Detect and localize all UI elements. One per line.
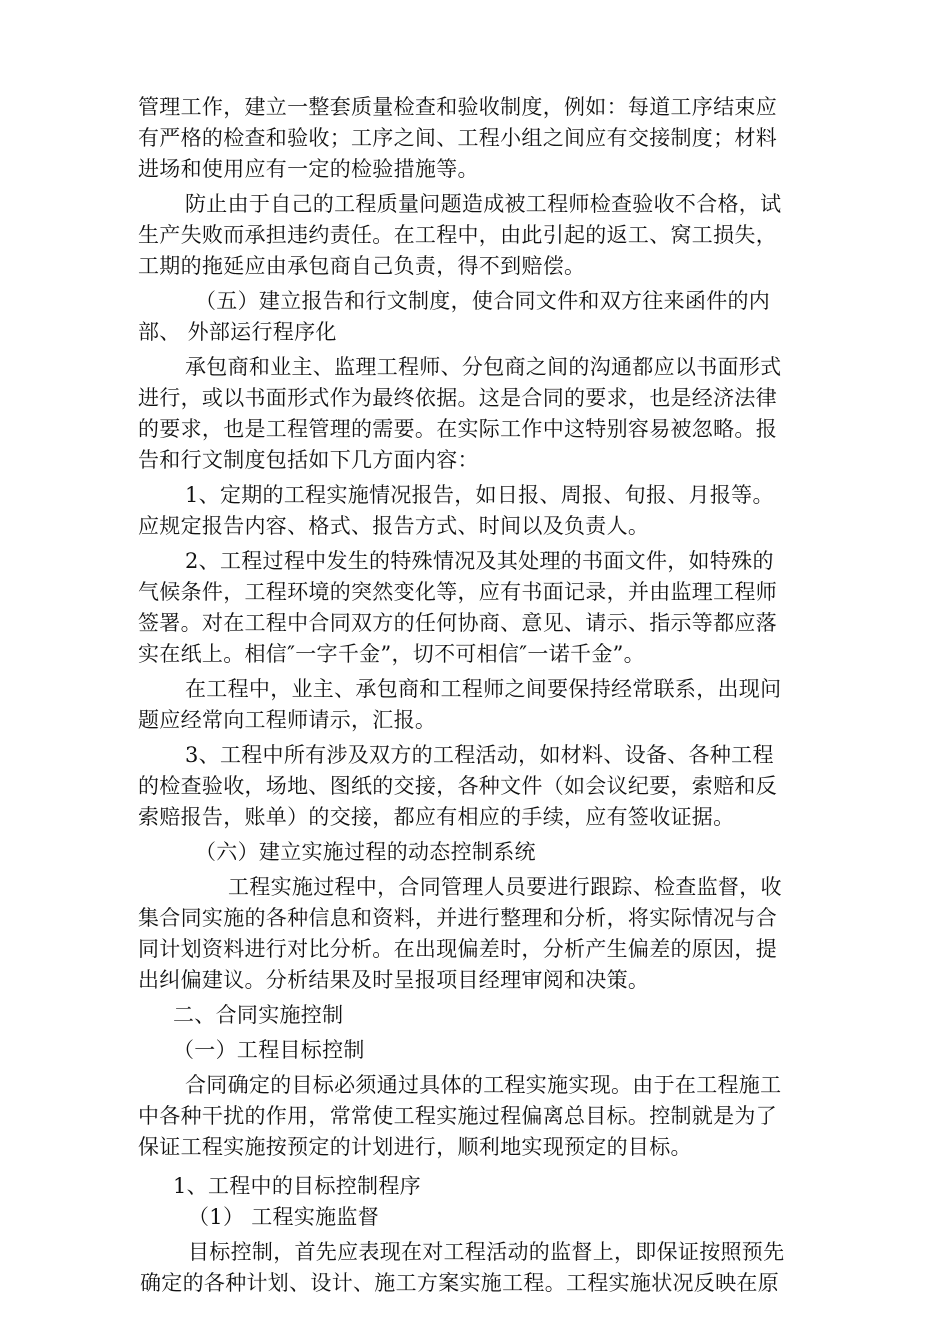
text-line: 二、合同实施控制 xyxy=(173,1003,344,1027)
text-line: 索赔报告，账单）的交接，都应有相应的手续，应有签收证据。 xyxy=(138,805,735,829)
text-line: （五）建立报告和行文制度，使合同文件和双方往来函件的内 xyxy=(195,289,771,313)
text-line: 合同确定的目标必须通过具体的工程实施实现。由于在工程施工 xyxy=(185,1073,782,1097)
text-line: 进行，或以书面形式作为最终依据。这是合同的要求，也是经济法律 xyxy=(138,386,777,410)
text-line: 工程实施过程中，合同管理人员要进行跟踪、检查监督，收 xyxy=(228,875,782,899)
text-line: 同计划资料进行对比分析。在出现偏差时，分析产生偏差的原因，提 xyxy=(138,937,777,961)
text-line: 保证工程实施按预定的计划进行，顺利地实现预定的目标。 xyxy=(138,1135,692,1159)
text-line: 进场和使用应有一定的检验措施等。 xyxy=(138,157,479,181)
text-line: 应规定报告内容、格式、报告方式、时间以及负责人。 xyxy=(138,514,650,538)
text-line: 有严格的检查和验收；工序之间、工程小组之间应有交接制度；材料 xyxy=(138,126,777,150)
text-line: 生产失败而承担违约责任。在工程中，由此引起的返工、窝工损失， xyxy=(138,223,777,247)
text-line: 的检查验收，场地、图纸的交接，各种文件（如会议纪要，索赔和反 xyxy=(138,774,777,798)
text-line: 管理工作，建立一整套质量检查和验收制度，例如：每道工序结束应 xyxy=(138,95,777,119)
text-line: 出纠偏建议。分析结果及时呈报项目经理审阅和决策。 xyxy=(138,968,650,992)
text-line: 实在纸上。相信″一字千金”，切不可相信″一诺千金”。 xyxy=(138,642,645,666)
text-line: 中各种干扰的作用，常常使工程实施过程偏离总目标。控制就是为了 xyxy=(138,1104,777,1128)
text-line: 工期的拖延应由承包商自己负责，得不到赔偿。 xyxy=(138,254,586,278)
text-line: （六）建立实施过程的动态控制系统 xyxy=(195,840,536,864)
text-line: 的要求，也是工程管理的需要。在实际工作中这特别容易被忽略。报 xyxy=(138,417,777,441)
text-line: 承包商和业主、监理工程师、分包商之间的沟通都应以书面形式 xyxy=(185,355,782,379)
text-line: 目标控制，首先应表现在对工程活动的监督上，即保证按照预先 xyxy=(188,1240,785,1264)
text-line: 签署。对在工程中合同双方的任何协商、意见、请示、指示等都应落 xyxy=(138,611,777,635)
text-line: 1、定期的工程实施情况报告，如日报、周报、旬报、月报等。 xyxy=(185,483,774,507)
text-line: 确定的各种计划、设计、施工方案实施工程。工程实施状况反映在原 xyxy=(140,1271,779,1295)
text-line: 部、 外部运行程序化 xyxy=(138,320,337,344)
text-line: 3、工程中所有涉及双方的工程活动，如材料、设备、各种工程 xyxy=(185,743,774,767)
text-line: 题应经常向工程师请示，汇报。 xyxy=(138,708,437,732)
document-body xyxy=(138,92,828,1299)
text-line: 1、工程中的目标控制程序 xyxy=(173,1174,421,1198)
text-line: （1） 工程实施监督 xyxy=(188,1205,380,1229)
text-line: 集合同实施的各种信息和资料，并进行整理和分析，将实际情况与合 xyxy=(138,906,777,930)
text-line: 告和行文制度包括如下几方面内容： xyxy=(138,448,479,472)
text-line: （一）工程目标控制 xyxy=(173,1038,365,1062)
text-line: 2、工程过程中发生的特殊情况及其处理的书面文件，如特殊的 xyxy=(185,549,774,573)
text-line: 防止由于自己的工程质量问题造成被工程师检查验收不合格，试 xyxy=(185,192,782,216)
text-line: 气候条件，工程环境的突然变化等，应有书面记录，并由监理工程师 xyxy=(138,580,777,604)
text-line: 在工程中，业主、承包商和工程师之间要保持经常联系，出现问 xyxy=(185,677,782,701)
